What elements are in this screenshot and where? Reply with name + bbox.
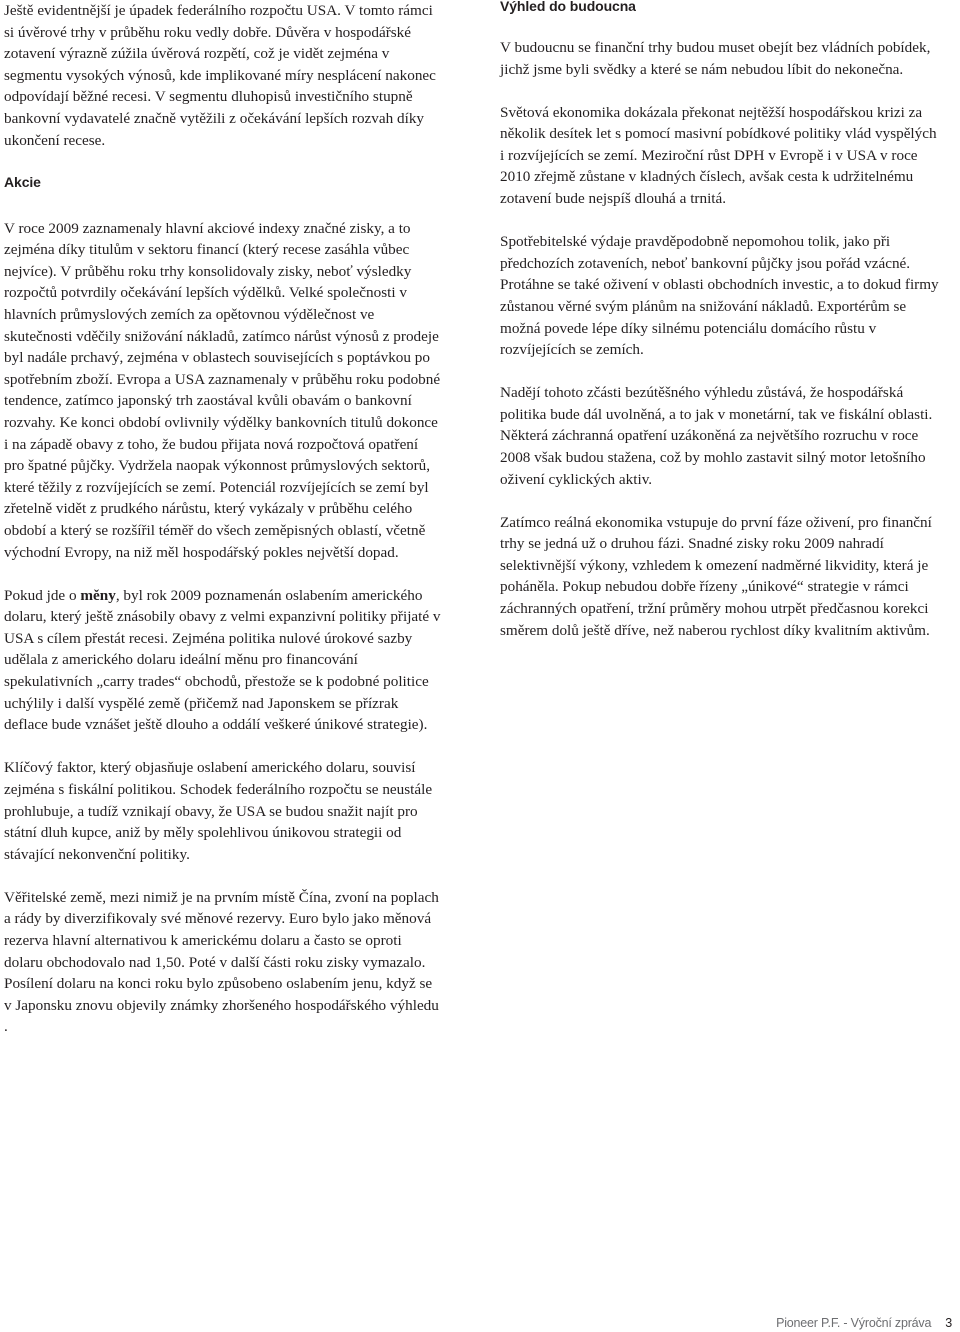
section-heading-outlook: Výhled do budoucna <box>500 0 636 14</box>
currencies-text-start: Pokud jde o <box>4 586 81 604</box>
paragraph-financial-markets: Zatímco reálná ekonomika vstupuje do první fáze oživení, pro finanční trhy se jedná už o druhou fázi. Snadné zisky roku 2009 nahradí selektivnější výkony, vzhledem k omezení nadměrné likvidity, která je poháněla. Pokup nebudou dobře řízeny „únikové“ strategie v rámci záchranných opatření, tržní průměry mohou utrpět předčasnou korekci směrem dolů ještě dříve, než naberou rychlost díky kvalitním aktivům. <box>500 513 932 639</box>
paragraph-consumer-spending: Spotřebitelské výdaje pravděpodobně nepomohou tolik, jako při předchozích zotaveních, neboť bankovní půjčky jsou pořád vzácné. Protáhne se také oživení v oblasti obchodních investic, a to dokud firmy zůstanou věrné svým plánům na snižování nákladů. Exportérům se možná povede lépe díky silnému potenciálu domácího růstu v rozvíjejících se zemích. <box>500 233 939 359</box>
footer-title: Pioneer P.F. - Výroční zpráva <box>776 1316 932 1330</box>
page-number: 3 <box>945 1316 952 1330</box>
currencies-bold-term: měny <box>80 586 116 604</box>
paragraph-stocks: V roce 2009 zaznamenaly hlavní akciové indexy značné zisky, a to zejména díky titulům v sektoru financí (který recese zasáhla vůbec nejvíce). V průběhu roku trhy konsolidovaly zisky, neboť výsledky rozpočtů potvrdily očekávání lepších výdělků. Velké společnosti v hlavních průmyslových zemích za opětovnou výdělečnost ve skutečnosti vděčily snižování nákladů, zatímco nárůst výnosů z prodeje byl nadále prchavý, zejména v oblastech souvisejících s poptávkou po spotřebním zboží. Evropa a USA zaznamenaly v průběhu roku podobné tendence, zatímco japonský trh zaostával kvůli obavám o bankovní rozvahy. Ke konci období ovlivnily výdělky bankovních titulů dokonce i na západě obavy z toho, že budou přijata nová rozpočtová opatření pro špatné půjčky. Vydržela naopak výkonnost průmyslových sektorů, které těžily z rozvíjejících se zemí. Potenciál rozvíjejících se zemí byl zřetelně vidět z prudkého nárůstu, který vykázaly v průběhu celého období a který se rozšířil téměř do všech zeměpisných oblastí, včetně východní Evropy, na niž měl hospodářský pokles největší dopad. <box>4 219 441 561</box>
paragraph-creditor-countries: Věřitelské země, mezi nimiž je na prvním místě Čína, zvoní na poplach a rády by diverzifikovaly své měnové rezervy. Euro bylo jako měnová rezerva hlavní alternativou k americkému dolaru a často se oproti dolaru obchodovalo nad 1,50. Poté v další části roku zisky vymazalo. Posílení dolaru na konci roku bylo způsobeno oslabením jenu, když se v Japonsku znovu objevily známky zhoršeného hospodářského výhledu . <box>4 888 439 1036</box>
section-heading-akcie: Akcie <box>4 173 41 190</box>
left-column <box>4 0 442 1038</box>
page-footer <box>776 1316 952 1330</box>
paragraph-outlook-intro: V budoucnu se finanční trhy budou muset obejít bez vládních pobídek, jichž jsme byli svědky a které se nám nebudou líbit do nekonečna. <box>500 39 931 78</box>
right-column <box>500 0 944 641</box>
currencies-text-rest: , byl rok 2009 poznamenán oslabením amerického dolaru, který ještě znásobily obavy z velmi expanzivní politiky přijaté v USA s cílem přestát recesi. Zejména politika nulové úrokové sazby udělala z amerického dolaru ideální měnu pro financování spekulativních „carry trades“ obchodů, přestože se k podobné politice uchýlily i další vyspělé země (přičemž nad Japonskem se přízrak deflace bude vznášet ještě dlouho a oddálí veškeré únikové strategie). <box>4 586 441 734</box>
paragraph-fiscal-policy: Klíčový faktor, který objasňuje oslabení amerického dolaru, souvisí zejména s fiskální politikou. Schodek federálního rozpočtu se neustále prohlubuje, a tudíž vznikají obavy, že USA se budou snažit najít pro státní dluh kupce, aniž by měly spolehlivou únikovou strategii od stávající nekonvenční politiky. <box>4 759 433 863</box>
paragraph-world-economy: Světová ekonomika dokázala překonat nejtěžší hospodářskou krizi za několik desítek let s pomocí masivní pobídkové politiky vlád vyspělých i rozvíjejících se zemí. Meziroční růst DPH v Evropě i v USA v roce 2010 zřejmě zůstane v kladných číslech, avšak cesta k udržitelnému zotavení bude nejspíš dlouhá a trnitá. <box>500 103 937 208</box>
paragraph-currencies <box>4 585 442 736</box>
paragraph-economic-policy: Nadějí tohoto zčásti bezútěšného výhledu zůstává, že hospodářská politika bude dál uvolněná, a to jak v monetární, tak ve fiskální oblasti. Některá záchranná opatření uzákoněná za největšího rozruchu v roce 2008 však budou stažena, což by mohlo zastavit silný motor letošního oživení cyklických aktiv. <box>500 384 933 488</box>
paragraph-federal-budget: Ještě evidentnější je úpadek federálního rozpočtu USA. V tomto rámci si úvěrové trhy v průběhu roku vedly dobře. Důvěra v hospodářské zotavení výrazně zúžila úvěrová rozpětí, což je vidět zejména v segmentu vysokých výnosů, kde implikované míry nesplácení nakonec odpovídají běžné recesi. V segmentu dluhopisů investičního stupně bankovní vydavatelé značně vytěžili z očekávání lepších rozvah díky ukončení recese. <box>4 2 436 149</box>
